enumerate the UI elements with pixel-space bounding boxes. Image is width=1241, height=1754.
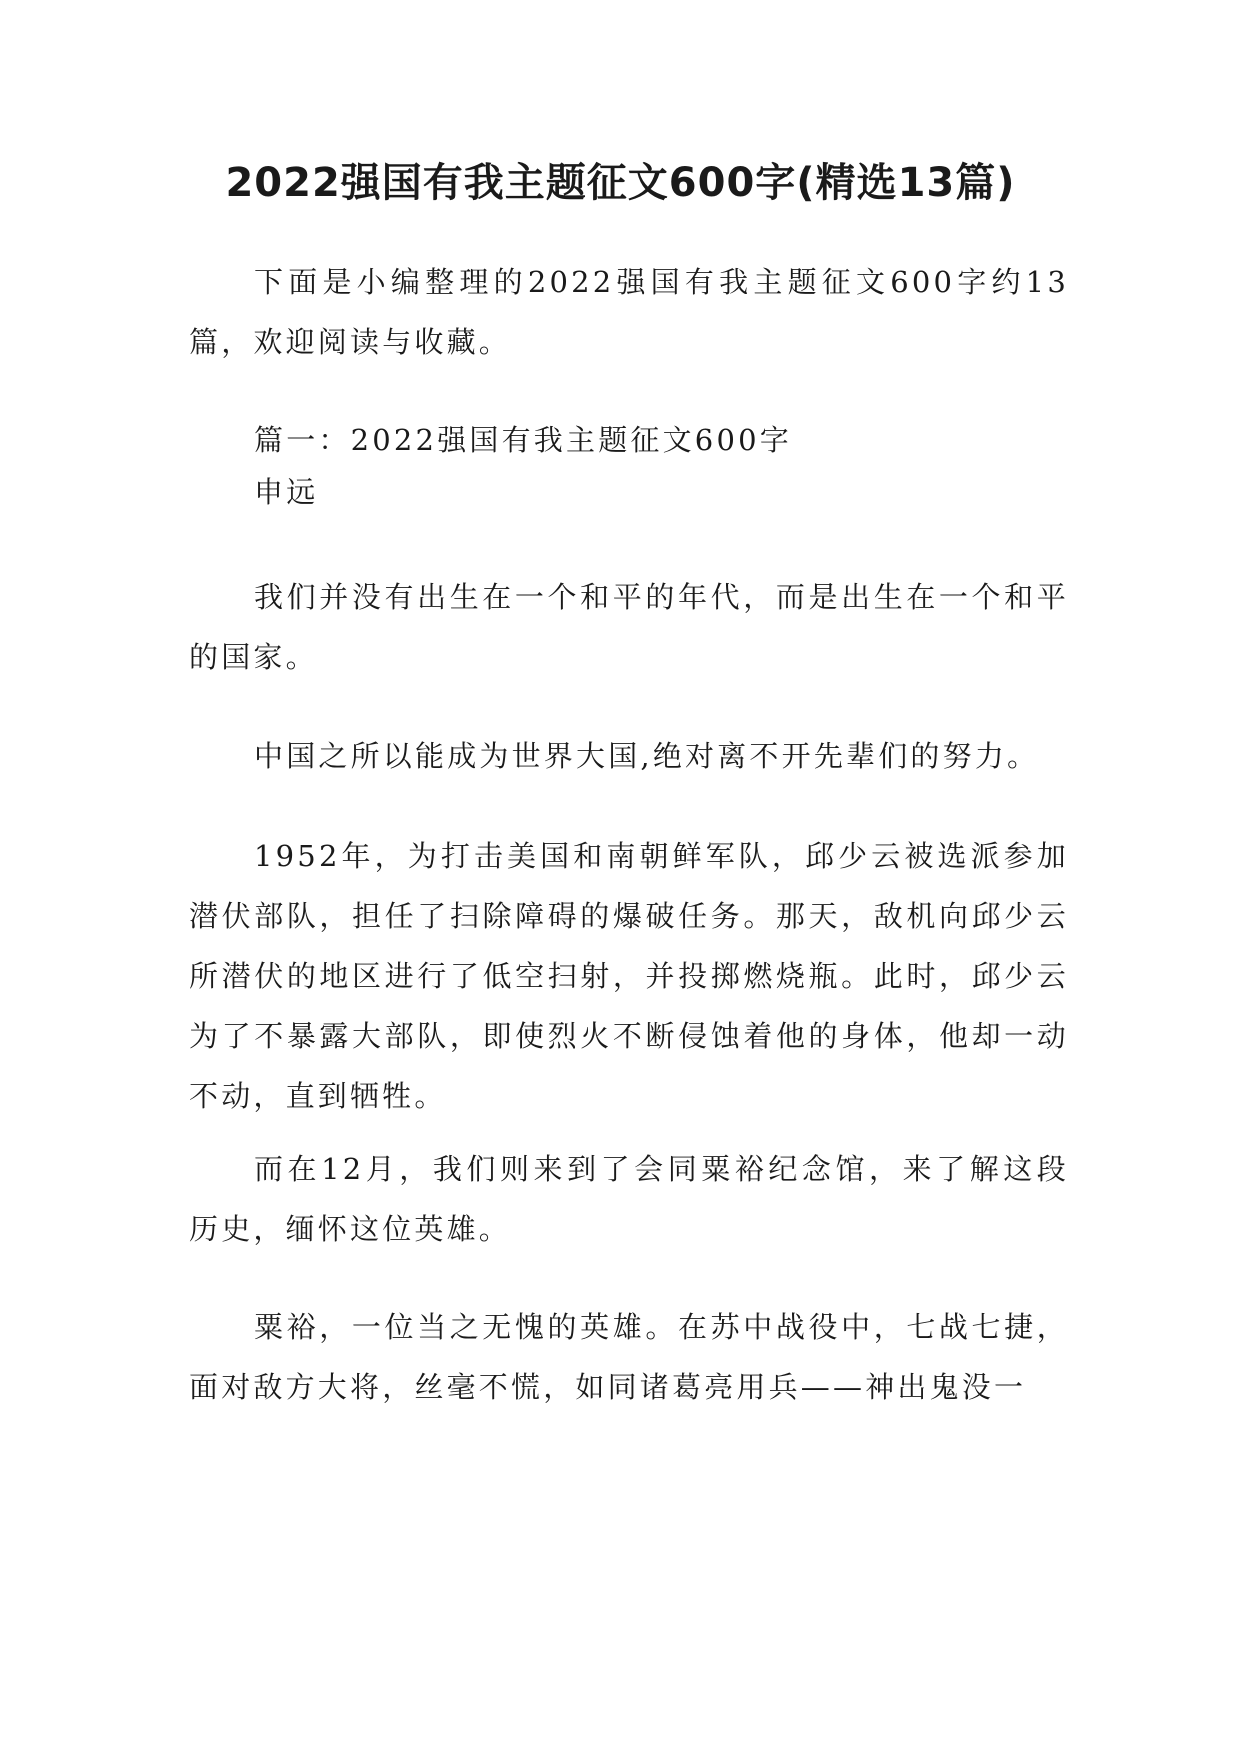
intro-paragraph: 下面是小编整理的2022强国有我主题征文600字约13篇，欢迎阅读与收藏。 bbox=[189, 265, 1069, 359]
author-name: 申远 bbox=[254, 475, 319, 509]
body-paragraph: 1952年，为打击美国和南朝鲜军队，邱少云被选派参加潜伏部队，担任了扫除障碍的爆破任务。那天，敌机向邱少云所潜伏的地区进行了低空扫射，并投掷燃烧瓶。此时，邱少云为了不暴露大部队，即使烈火不断侵蚀着他的身体，他却一动不动，直到牺牲。 bbox=[189, 839, 1069, 1113]
document-title: 2022强国有我主题征文600字(精选13篇) bbox=[225, 160, 1016, 206]
body-paragraph: 我们并没有出生在一个和平的年代，而是出生在一个和平的国家。 bbox=[189, 580, 1069, 674]
chapter-heading: 篇一：2022强国有我主题征文600字 bbox=[254, 423, 792, 457]
body-paragraph: 而在12月，我们则来到了会同粟裕纪念馆，来了解这段历史，缅怀这位英雄。 bbox=[189, 1152, 1069, 1246]
body-paragraph: 粟裕，一位当之无愧的英雄。在苏中战役中，七战七捷，面对敌方大将，丝毫不慌，如同诸葛亮用兵——神出鬼没一 bbox=[189, 1310, 1069, 1404]
body-paragraph: 中国之所以能成为世界大国,绝对离不开先辈们的努力。 bbox=[254, 739, 1040, 773]
